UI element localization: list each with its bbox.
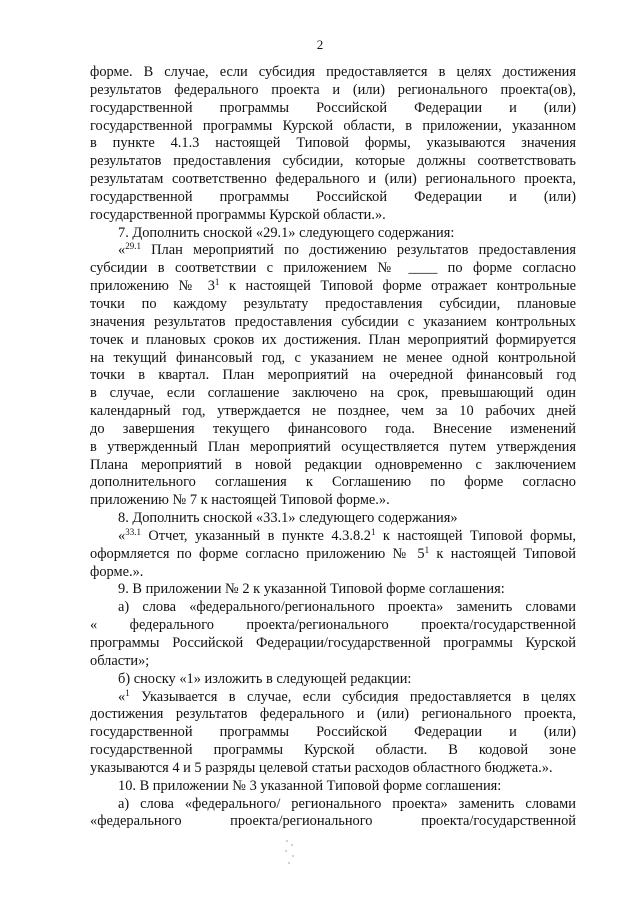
text-run: форме.». [90,563,144,580]
text-run: приложению № 3 [90,278,215,295]
text-run: в пункте 4.1.3 настоящей Типовой формы, указываются значения [90,135,576,152]
footnote-mark: 33.1 [125,526,141,537]
text-run: точки в квартал. План мероприятий на очередной финансовый год [90,367,576,384]
text-line [90,296,576,314]
text-line [90,260,576,278]
text-run: точек и плановых сроков их достижения. План мероприятий формируется [90,331,576,348]
text-line [90,653,576,671]
text-run: 9. В приложении № 2 к указанной Типовой форме соглашения: [118,581,505,598]
text-run: дополнительного соглашения к Соглашению по форме согласно [90,474,576,491]
body-text [90,64,576,831]
text-line [90,689,576,707]
text-run: « [118,688,126,705]
text-line [90,64,576,82]
footnote-mark: 1 [214,277,220,288]
text-line [90,724,576,742]
text-line [90,421,576,439]
text-run: Указывается в случае, если субсидия предоставляется в целях [129,688,576,705]
footnote-mark: 29.1 [125,241,141,252]
text-run: «федерального проекта/регионального проекта/государственной [90,813,576,830]
text-line [90,581,576,599]
text-line [90,135,576,153]
text-line [90,100,576,118]
text-run: программы Российской Федерации/государственной программы Курской [90,635,576,651]
text-line [90,635,576,653]
text-run: к настоящей Типовой формы, [375,527,576,544]
text-run: приложению № 7 к настоящей Типовой форме.». [90,492,390,509]
text-run: указываются 4 и 5 разряды целевой статьи расходов областного бюджета.». [90,759,553,776]
text-line [90,153,576,171]
text-run: субсидии в соответствии с приложением № ____ по форме согласно [90,260,576,277]
text-line [90,242,576,260]
text-line [90,82,576,100]
footnote-mark: 1 [370,526,376,537]
text-line [90,332,576,350]
text-run: « [118,242,126,259]
text-line [90,350,576,368]
text-run: государственной программы Курской области, в приложении, указанном [90,117,576,134]
text-run: государственной программы Курской области.». [90,206,386,223]
text-run: к настоящей Типовой [429,545,576,562]
text-line [90,706,576,724]
text-run: государственной программы Российской Федерации и (или) [90,99,576,116]
text-run: а) слова «федерального/регионального проекта» заменить словами [118,599,576,616]
text-run: в случае, если соглашение заключено на срок, превышающий один [90,385,576,402]
text-line [90,599,576,617]
text-run: к настоящей Типовой форме отражает контрольные [219,278,577,295]
text-line [90,760,576,778]
text-line [90,385,576,403]
text-line [90,439,576,457]
text-run: « [118,527,126,544]
text-run: государственной программы Российской Федерации и (или) [90,188,576,205]
text-line [90,671,576,689]
text-run: Отчет, указанный в пункте 4.3.8.2 [140,527,371,544]
text-line [90,189,576,207]
text-line [90,528,576,546]
text-line [90,617,576,635]
text-run: значения результатов предоставления субсидии с указанием контрольных [90,313,576,330]
text-line [90,457,576,475]
text-run: государственной программы Российской Федерации и (или) [90,724,576,741]
text-line [90,367,576,385]
text-line [90,564,576,582]
text-line [90,546,576,564]
text-line [90,207,576,225]
footnote-mark: 1 [125,687,130,698]
text-run: в утвержденный План мероприятий осуществляется путем утверждения [90,438,576,455]
text-run: оформляется по форме согласно приложению № 5 [90,545,425,562]
text-run: б) сноску «1» изложить в следующей редакции: [118,670,412,687]
page-number: 2 [316,37,324,52]
text-line [90,314,576,332]
text-line [90,278,576,296]
text-run: « федерального проекта/регионального проекта/государственной [90,617,576,634]
text-line [90,225,576,243]
text-run: до завершения текущего финансового года. Внесение изменений [90,420,576,437]
text-run: Плана мероприятий в новой редакции одновременно с заключением [90,456,576,473]
text-run: форме. В случае, если субсидия предоставляется в целях достижения [90,64,576,80]
text-line [90,474,576,492]
text-run: результатов федерального проекта и (или) регионального проекта(ов), [90,81,576,98]
footnote-mark: 1 [424,544,430,555]
text-line [90,510,576,528]
text-run: точки по каждому результату предоставления субсидии, плановые [90,295,576,312]
text-run: результатов предоставления субсидии, которые должны соответствовать [90,153,576,170]
text-run: календарный год, утверждается не позднее, чем за 10 рабочих дней [90,403,576,420]
text-run: 8. Дополнить сноской «33.1» следующего содержания» [118,510,458,527]
text-line [90,778,576,796]
text-run: на текущий финансовый год, с указанием не менее одной контрольной [90,349,576,366]
scan-artifact [283,838,295,866]
text-run: государственной программы Курской области. В кодовой зоне [90,742,576,759]
text-line [90,813,576,831]
text-line [90,742,576,760]
text-line [90,171,576,189]
text-run: результатам соответственно федерального и (или) регионального проекта, [90,171,576,188]
text-line [90,796,576,814]
text-run: достижения результатов федерального и (или) регионального проекта, [90,706,576,723]
text-line [90,492,576,510]
text-line [90,118,576,136]
text-run: а) слова «федерального/ регионального проекта» заменить словами [118,795,576,812]
text-run: 10. В приложении № 3 указанной Типовой форме соглашения: [118,777,502,794]
text-line [90,403,576,421]
text-run: 7. Дополнить сноской «29.1» следующего содержания: [118,224,455,241]
text-run: План мероприятий по достижению результатов предоставления [140,242,576,259]
text-run: области»; [90,652,150,669]
